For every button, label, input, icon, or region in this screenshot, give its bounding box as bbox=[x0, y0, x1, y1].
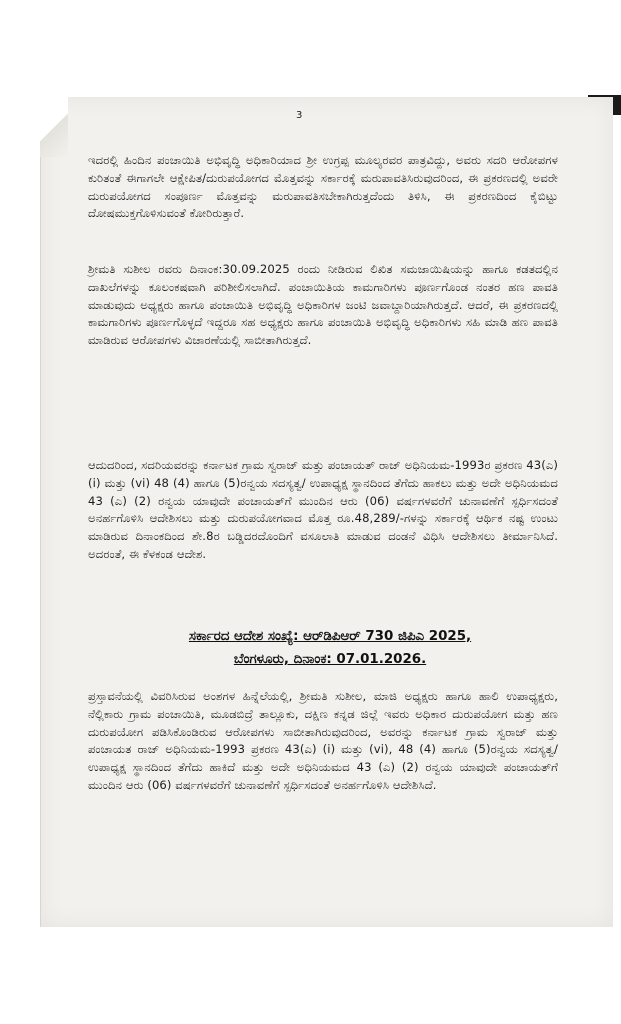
order-date-heading: ಬೆಂಗಳೂರು, ದಿನಾಂಕ: 07.01.2026. bbox=[233, 652, 427, 667]
paragraph-3: ಆದುದರಿಂದ, ಸದರಿಯವರನ್ನು ಕರ್ನಾಟಕ ಗ್ರಾಮ ಸ್ವರಾಜ್ ಮತ್ತು ಪಂಚಾಯತ್ ರಾಜ್ ಅಧಿನಿಯಮ-1993ರ ಪ್ರಕರಣ 43(ಎ) (i) ಮತ್ತು (vi) 48 (4) ಹಾಗೂ (5)ರನ್ವಯ ಸದಸ್ಯತ್ವ/ ಉಪಾಧ್ಯಕ್ಷ ಸ್ಥಾನದಿಂದ ತೆಗೆದು ಹಾಕಲು ಮತ್ತು ಅದೇ ಅಧಿನಿಯಮದ 43 (ಎ) (2) ರನ್ವಯ ಯಾವುದೇ ಪಂಚಾಯತ್‌ಗೆ ಮುಂದಿನ ಆರು (06) ವರ್ಷಗಳವರೆಗೆ ಚುನಾವಣೆಗೆ ಸ್ಪರ್ಧಿಸದಂತೆ ಅನರ್ಹಗೊಳಿಸಿ ಆದೇಶಿಸಲು ಮತ್ತು ದುರುಪಯೋಗವಾದ ಮೊತ್ತ ರೂ.48,289/-ಗಳನ್ನು ಸರ್ಕಾರಕ್ಕೆ ಆರ್ಥಿಕ ನಷ್ಟ ಉಂಟು ಮಾಡಿರುವ ದಿನಾಂಕದಿಂದ ಶೇ.8ರ ಬಡ್ಡಿದರದೊಂದಿಗೆ ವಸೂಲಾತಿ ಮಾಡುವ ದಂಡನೆ ವಿಧಿಸಿ ಆದೇಶಿಸಲು ತೀರ್ಮಾನಿಸಿದೆ. ಅದರಂತೆ, ಈ ಕೆಳಕಂಡ ಆದೇಶ. bbox=[88, 458, 558, 561]
paragraph-2: ಶ್ರೀಮತಿ ಸುಶೀಲ ರವರು ದಿನಾಂಕ:30.09.2025 ರಂದು ನೀಡಿರುವ ಲಿಖಿತ ಸಮಜಾಯಿಷಿಯನ್ನು ಹಾಗೂ ಕಡತದಲ್ಲಿನ ದಾಖಲೆಗಳನ್ನು ಕೂಲಂಕಷವಾಗಿ ಪರಿಶೀಲಿಸಲಾಗಿದೆ. ಪಂಚಾಯಿತಿಯ ಕಾಮಗಾರಿಗಳು ಪೂರ್ಣಗೊಂಡ ನಂತರ ಹಣ ಪಾವತಿ ಮಾಡುವುದು ಅಧ್ಯಕ್ಷರು ಹಾಗೂ ಪಂಚಾಯಿತಿ ಅಭಿವೃದ್ಧಿ ಅಧಿಕಾರಿಗಳ ಜಂಟಿ ಜವಾಬ್ದಾರಿಯಾಗಿರುತ್ತದೆ. ಆದರೆ, ಈ ಪ್ರಕರಣದಲ್ಲಿ ಕಾಮಗಾರಿಗಳು ಪೂರ್ಣಗೊಳ್ಳದೆ ಇದ್ದರೂ ಸಹ ಅಧ್ಯಕ್ಷರು ಹಾಗೂ ಪಂಚಾಯಿತಿ ಅಭಿವೃದ್ಧಿ ಅಧಿಕಾರಿಗಳು ಸಹಿ ಮಾಡಿ ಹಣ ಪಾವತಿ ಮಾಡಿರುವ ಆರೋಪಗಳು ವಿಚಾರಣೆಯಲ್ಲಿ ಸಾಬೀತಾಗಿರುತ್ತದೆ. bbox=[88, 262, 558, 348]
order-number-heading: ಸರ್ಕಾರದ ಆದೇಶ ಸಂಖ್ಯೆ: ಆರ್‌ಡಿಪಿಆರ್ 730 ಜಿಪಿಎ 2025, bbox=[188, 629, 472, 644]
page-number: 3 bbox=[296, 110, 303, 121]
order-paragraph: ಪ್ರಸ್ತಾವನೆಯಲ್ಲಿ ವಿವರಿಸಿರುವ ಅಂಶಗಳ ಹಿನ್ನೆಲೆಯಲ್ಲಿ, ಶ್ರೀಮತಿ ಸುಶೀಲ, ಮಾಜಿ ಅಧ್ಯಕ್ಷರು ಹಾಗೂ ಹಾಲಿ ಉಪಾಧ್ಯಕ್ಷರು, ನೆಲ್ಲಿಕಾರು ಗ್ರಾಮ ಪಂಚಾಯಿತಿ, ಮೂಡಬಿದ್ರೆ ತಾಲ್ಲೂಕು, ದಕ್ಷಿಣ ಕನ್ನಡ ಜಿಲ್ಲೆ ಇವರು ಅಧಿಕಾರ ದುರುಪಯೋಗ ಮತ್ತು ಹಣ ದುರುಪಯೋಗ ಪಡಿಸಿಕೊಂಡಿರುವ ಆರೋಪಗಳು ಸಾಬೀತಾಗಿರುವುದರಿಂದ, ಅವರನ್ನು ಕರ್ನಾಟಕ ಗ್ರಾಮ ಸ್ವರಾಜ್ ಮತ್ತು ಪಂಚಾಯತ ರಾಜ್ ಅಧಿನಿಯಮ-1993 ಪ್ರಕರಣ 43(ಎ) (i) ಮತ್ತು (vi), 48 (4) ಹಾಗೂ (5)ರನ್ವಯ ಸದಸ್ಯತ್ವ/ ಉಪಾಧ್ಯಕ್ಷ ಸ್ಥಾನದಿಂದ ತೆಗೆದು ಹಾಕಿದೆ ಮತ್ತು ಅದೇ ಅಧಿನಿಯಮದ 43 (ಎ) (2) ರನ್ವಯ ಯಾವುದೇ ಪಂಚಾಯತ್‌ಗೆ ಮುಂದಿನ ಆರು (06) ವರ್ಷಗಳವರೆಗೆ ಚುನಾವಣೆಗೆ ಸ್ಪರ್ಧಿಸದಂತೆ ಅನರ್ಹಗೊಳಿಸಿ ಆದೇಶಿಸಿದೆ. bbox=[88, 689, 558, 792]
paragraph-1: ಇದರಲ್ಲಿ ಹಿಂದಿನ ಪಂಚಾಯಿತಿ ಅಭಿವೃದ್ಧಿ ಅಧಿಕಾರಿಯಾದ ಶ್ರೀ ಉಗ್ರಪ್ಪ ಮೂಲ್ಯರವರ ಪಾತ್ರವಿದ್ದು, ಅವರು ಸದರಿ ಆರೋಪಗಳ ಕುರಿತಂತೆ ಈಗಾಗಲೇ ಆಕ್ಷೇಪಿತ/ದುರುಪಯೋಗದ ಮೊತ್ತವನ್ನು ಸರ್ಕಾರಕ್ಕೆ ಮರುಪಾವತಿಸಿರುವುದರಿಂದ, ಈ ಪ್ರಕರಣದಲ್ಲಿ ಅವರೇ ದುರುಪಯೋಗದ ಸಂಪೂರ್ಣ ಮೊತ್ತವನ್ನು ಮರುಪಾವತಿಸಬೇಕಾಗಿರುತ್ತದೆಂದು ತಿಳಿಸಿ, ಈ ಪ್ರಕರಣದಿಂದ ಕೈಬಿಟ್ಟು ದೋಷಮುಕ್ತಗೊಳಿಸುವಂತೆ ಕೋರಿರುತ್ತಾರೆ. bbox=[88, 153, 558, 221]
page-fold-corner bbox=[40, 97, 68, 157]
